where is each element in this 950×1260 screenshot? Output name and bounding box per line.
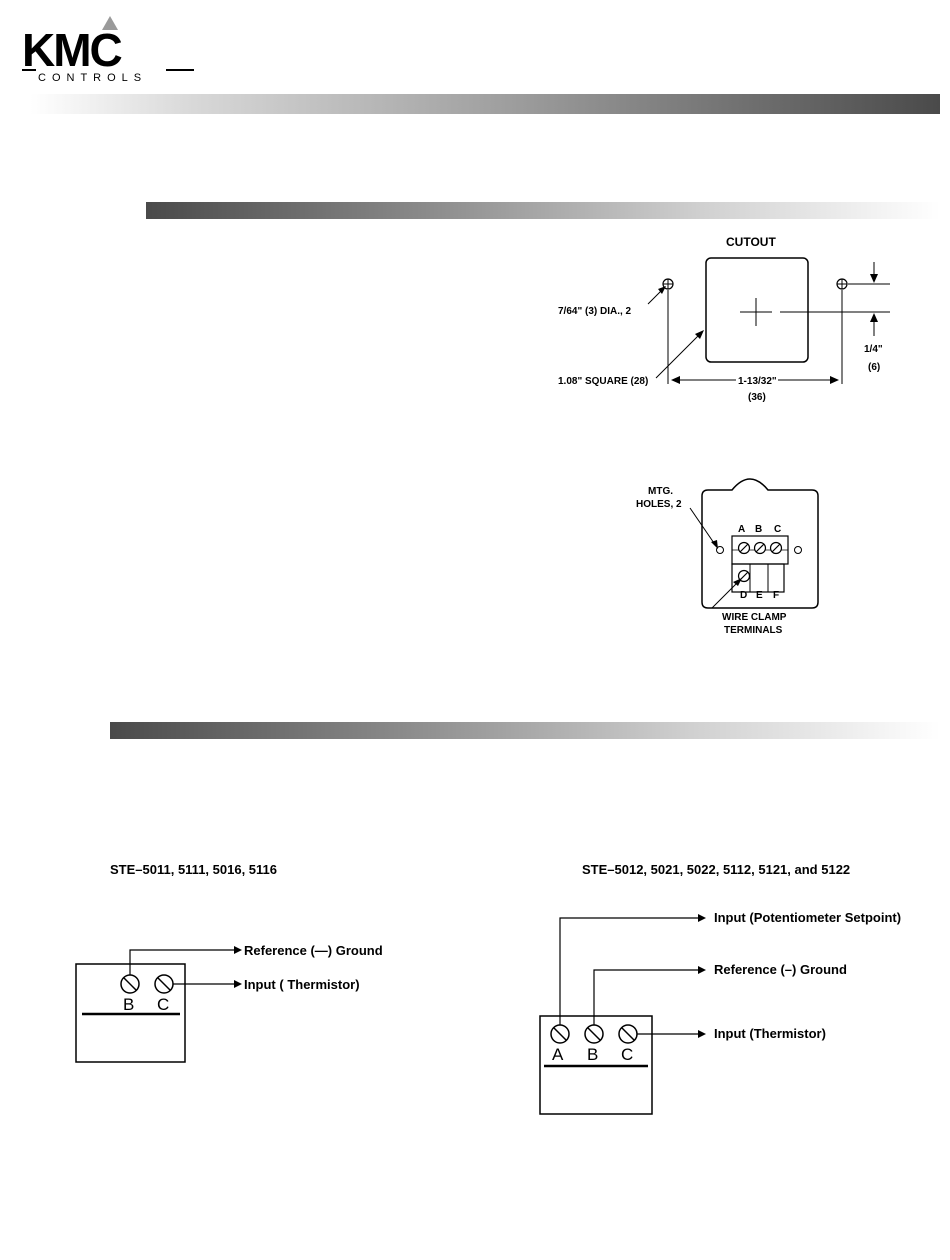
header-bar	[30, 94, 940, 114]
terminal-a: A	[552, 1045, 564, 1064]
section-bar-mounting	[146, 202, 940, 219]
cutout-square	[706, 258, 808, 362]
terminal-b: B	[123, 995, 135, 1014]
section-bar-wiring	[110, 722, 940, 739]
clamp-label-2: TERMINALS	[724, 625, 783, 636]
terminal-c: C	[157, 995, 170, 1014]
width-label: 1-13/32"	[738, 376, 777, 387]
terminal-b: B	[587, 1045, 599, 1064]
model-heading-left: STE–5011, 5111, 5016, 5116	[110, 862, 277, 877]
cutout-title: CUTOUT	[726, 235, 776, 249]
terminal-f-label: F	[773, 590, 780, 601]
wiring-diagram-left	[70, 938, 420, 1068]
terminal-b-label: B	[755, 524, 763, 535]
square-label: 1.08" SQUARE (28)	[558, 376, 649, 387]
model-heading-right: STE–5012, 5021, 5022, 5112, 5121, and 5122	[582, 862, 851, 877]
wire-label-potentiometer: Input (Potentiometer Setpoint)	[714, 910, 902, 925]
kmc-logo	[18, 14, 198, 86]
terminal-c-label: C	[774, 524, 782, 535]
terminal-e-label: E	[756, 590, 763, 601]
wire-label-thermistor: Input (Thermistor)	[714, 1026, 826, 1041]
offset-label: 1/4"	[864, 344, 883, 355]
offset-mm: (6)	[868, 362, 881, 373]
terminal-c: C	[621, 1045, 634, 1064]
logo-wordmark: KMC	[22, 24, 121, 76]
wiring-diagram-right	[536, 904, 940, 1120]
logo-subtitle: CONTROLS	[38, 72, 148, 84]
hole-label: 7/64" (3) DIA., 2	[558, 306, 632, 317]
terminal-d-label: D	[740, 590, 748, 601]
holes-label-2: HOLES, 2	[636, 499, 682, 510]
wire-label-reference: Reference (—) Ground	[244, 943, 383, 958]
terminal-diagram	[628, 474, 848, 644]
clamp-label-1: WIRE CLAMP	[722, 612, 787, 623]
wire-label-input: Input ( Thermistor)	[244, 977, 360, 992]
cutout-diagram	[540, 228, 900, 408]
width-mm: (36)	[748, 392, 766, 403]
holes-label-1: MTG.	[648, 486, 673, 497]
wire-label-reference: Reference (–) Ground	[714, 962, 847, 977]
terminal-a-label: A	[738, 524, 746, 535]
